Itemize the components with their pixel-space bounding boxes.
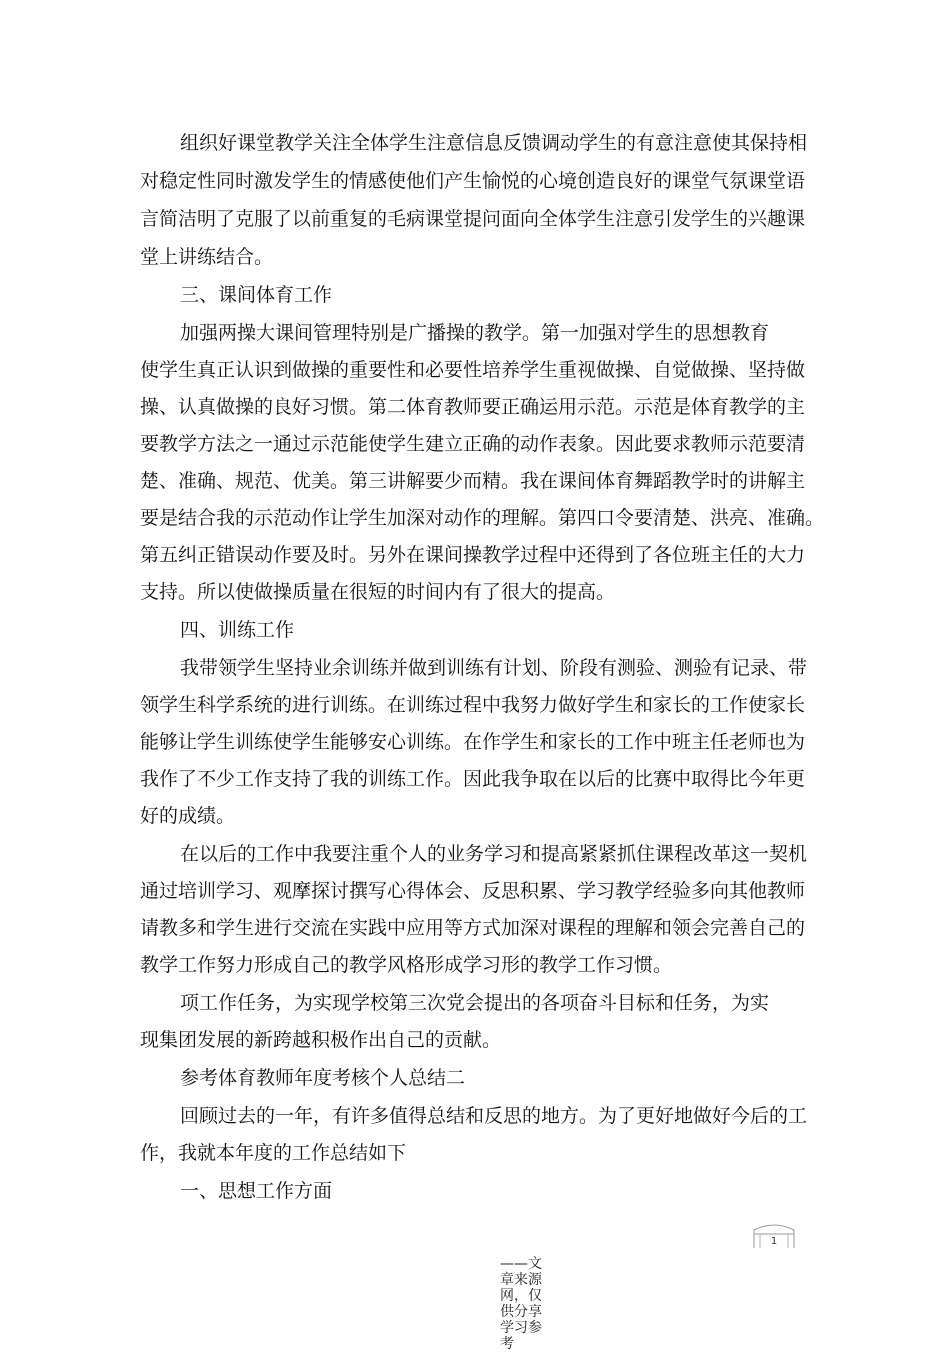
text-line: 我带领学生坚持业余训练并做到训练有计划、阶段有测验、测验有记录、带 (180, 657, 808, 679)
text-line: 组织好课堂教学关注全体学生注意信息反馈调动学生的有意注意使其保持相 (180, 132, 808, 154)
text-line: 言简洁明了克服了以前重复的毛病课堂提问面向全体学生注意引发学生的兴趣课 (140, 208, 806, 230)
text-line: 项工作任务，为实现学校第三次党会提出的各项奋斗目标和任务，为实 (180, 992, 770, 1014)
text-line: 好的成绩。 (140, 805, 236, 827)
text-line: 作，我就本年度的工作总结如下 (140, 1142, 407, 1164)
text-line: 请教多和学生进行交流在实践中应用等方式加深对课程的理解和领会完善自己的 (140, 917, 806, 939)
text-line: 使学生真正认识到做操的重要性和必要性培养学生重视做操、自觉做操、坚持做 (140, 359, 806, 381)
text-line: 三、课间体育工作 (180, 284, 333, 306)
text-line: 四、训练工作 (180, 619, 295, 641)
page-number-badge (752, 1222, 796, 1250)
text-line: 能够让学生训练使学生能够安心训练。在作学生和家长的工作中班主任老师也为 (140, 731, 806, 753)
text-line: 要是结合我的示范动作让学生加深对动作的理解。第四口令要清楚、洪亮、准确。 (140, 507, 825, 529)
text-line: 通过培训学习、观摩探讨撰写心得体会、反思积累、学习教学经验多向其他教师 (140, 880, 806, 902)
text-line: 现集团发展的新跨越积极作出自己的贡献。 (140, 1029, 502, 1051)
text-line: 领学生科学系统的进行训练。在训练过程中我努力做好学生和家长的工作使家长 (140, 694, 806, 716)
text-line: 教学工作努力形成自己的教学风格形成学习形的教学工作习惯。 (140, 954, 673, 976)
text-line: 回顾过去的一年，有许多值得总结和反思的地方。为了更好地做好今后的工 (180, 1105, 808, 1127)
text-line: 加强两操大课间管理特别是广播操的教学。第一加强对学生的思想教育 (180, 322, 770, 344)
text-line: 堂上讲练结合。 (140, 246, 274, 268)
text-line: 参考体育教师年度考核个人总结二 (180, 1067, 466, 1089)
text-line: 要教学方法之一通过示范能使学生建立正确的动作表象。因此要求教师示范要清 (140, 433, 806, 455)
text-line: 对稳定性同时激发学生的情感使他们产生愉悦的心境创造良好的课堂气氛课堂语 (140, 170, 806, 192)
text-line: 一、思想工作方面 (180, 1180, 333, 1202)
text-line: 操、认真做操的良好习惯。第二体育教师要正确运用示范。示范是体育教学的主 (140, 396, 806, 418)
page-number: 1 (770, 1236, 778, 1247)
text-line: 楚、准确、规范、优美。第三讲解要少而精。我在课间体育舞蹈教学时的讲解主 (140, 470, 806, 492)
footer-source-note: ——文章来源网，仅供分享学习参考 (500, 1256, 542, 1352)
text-line: 支持。所以使做操质量在很短的时间内有了很大的提高。 (140, 581, 616, 603)
text-line: 第五纠正错误动作要及时。另外在课间操教学过程中还得到了各位班主任的大力 (140, 544, 806, 566)
text-line: 我作了不少工作支持了我的训练工作。因此我争取在以后的比赛中取得比今年更 (140, 768, 806, 790)
text-line: 在以后的工作中我要注重个人的业务学习和提高紧紧抓住课程改革这一契机 (180, 843, 808, 865)
